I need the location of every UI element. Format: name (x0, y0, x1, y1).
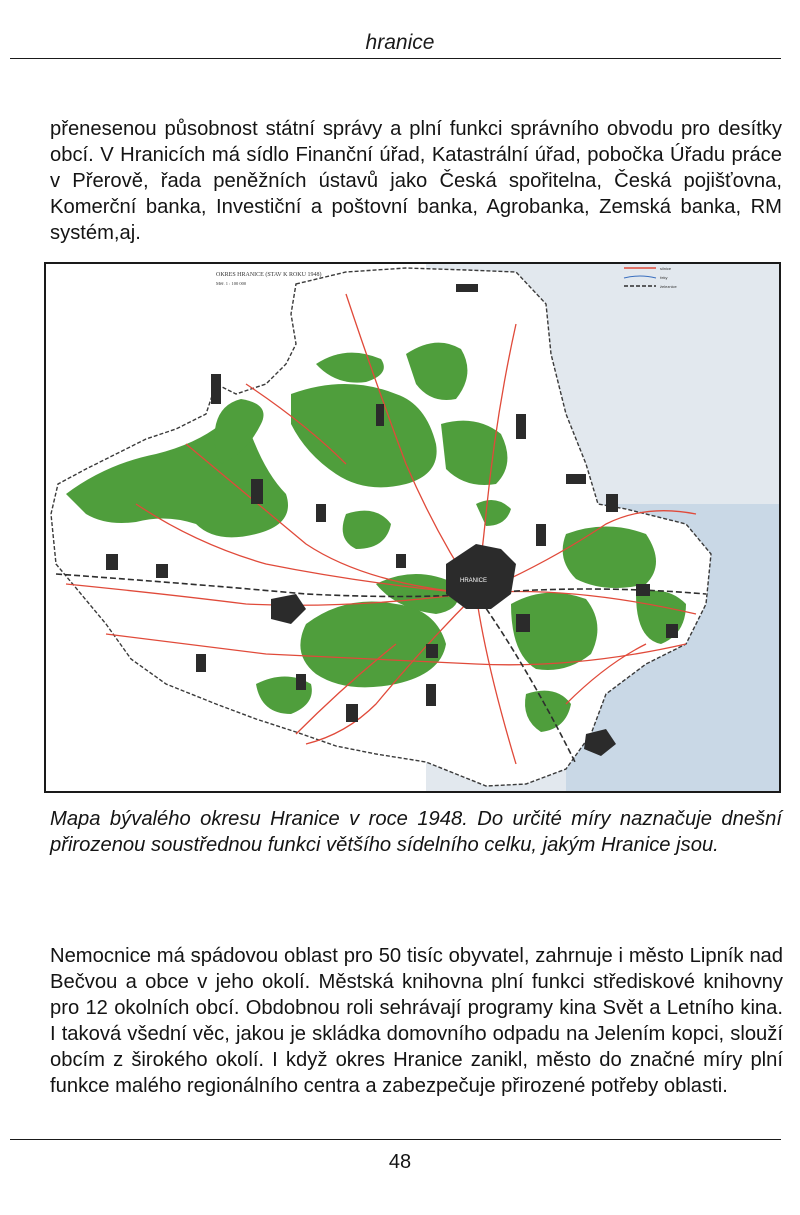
figure-caption: Mapa bývalého okresu Hranice v roce 1948. Do určité míry naznačuje dnešní přirozenou soustřednou funkci většího sídelního celku, jakým Hranice jsou. (50, 808, 782, 856)
footer-rule (10, 1139, 781, 1140)
header-rule (10, 58, 781, 59)
page-number: 48 (388, 1151, 412, 1173)
map-scale: Měř. 1 : 100 000 (216, 281, 247, 286)
paragraph-hospital: Nemocnice má spádovou oblast pro 50 tisíc obyvatel, zahrnuje i město Lipník nad Bečvou a obce v jeho okolí. Městská knihovna plní funkci střediskové knihovny pro 12 okolních obcí. Obdobnou roli sehrávají programy kina Svět a Letního kina. I taková všední věc, jakou je skládka domovního odpadu na Jelením kopci, slouží obcím z širokého okolí. I když okres Hranice zanikl, město do značné míry plní funkce malého regionálního centra a zabezpečuje přirozené potřeby oblasti. (50, 945, 783, 1097)
city-label-hranice: HRANICE (460, 578, 488, 584)
district-map (46, 264, 779, 791)
legend-railways: železnice (660, 284, 677, 289)
legend-rivers: řeky (660, 275, 668, 280)
running-head-title: hranice (365, 31, 435, 54)
paragraph-intro: přenesenou působnost státní správy a plní funkci správního obvodu pro desítky obcí. V Hranicích má sídlo Finanční úřad, Katastrální úřad, pobočka Úřadu práce v Přerově, řada peněžních ústavů jako Česká spořitelna, Česká pojišťovna, Komerční banka, Investiční a poštovní banka, Agrobanka, Zemská banka, RM systém,aj. (50, 118, 782, 244)
district-map-figure (44, 262, 781, 793)
legend-roads: silnice (660, 266, 672, 271)
map-title: OKRES HRANICE (STAV K ROKU 1948) (216, 272, 322, 278)
